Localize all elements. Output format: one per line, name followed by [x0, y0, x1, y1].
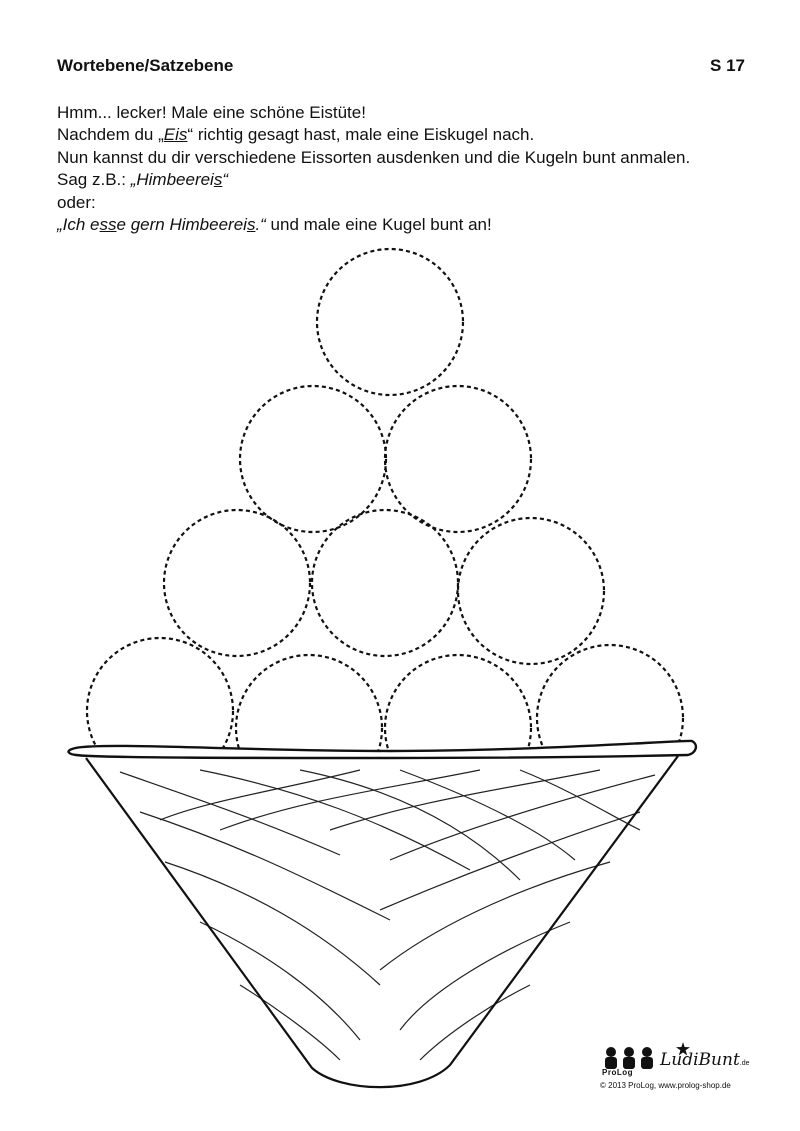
publisher-footer	[596, 1040, 756, 1096]
target-sound: s	[213, 170, 223, 190]
instruction-line-1: Hmm... lecker! Male eine schöne Eistüte!	[57, 103, 366, 122]
example-sentence: „Ich e	[57, 215, 100, 235]
instruction-text: Nachdem du	[57, 125, 159, 145]
target-sound: s	[246, 215, 256, 235]
scoop-outline	[317, 249, 463, 395]
quote-mark: “	[187, 125, 194, 145]
scoop-outline	[240, 386, 386, 532]
ludibunt-logo-text: LudiBunt	[660, 1050, 740, 1070]
prolog-logo-text: ProLog	[602, 1068, 633, 1077]
instruction-text: und male eine Kugel bunt an!	[265, 215, 492, 235]
example-sentence: e gern Himbeerei	[116, 215, 247, 235]
quote-mark: “	[222, 170, 229, 190]
cone-rim	[69, 741, 696, 758]
quote-mark: .“	[255, 215, 266, 235]
instruction-text: Sag z.B.:	[57, 170, 131, 190]
instruction-line-5: oder:	[57, 192, 96, 212]
example-word: „Himbeerei	[130, 170, 214, 190]
target-sound: s	[178, 125, 188, 145]
copyright-text: © 2013 ProLog, www.prolog-shop.de	[600, 1081, 731, 1090]
scoop-outline	[458, 518, 604, 664]
scoop-outline	[164, 510, 310, 656]
quote-mark: „	[158, 125, 164, 145]
page-title: Wortebene/Satzebene	[57, 56, 234, 75]
scoop-outline	[312, 510, 458, 656]
instruction-line-3: Nun kannst du dir verschiedene Eissorten ausdenken und die Kugeln bunt anmalen.	[57, 147, 691, 167]
instruction-text: richtig gesagt hast, male eine Eiskugel nach.	[193, 125, 535, 145]
scoop-outline	[385, 386, 531, 532]
target-word-part: Ei	[163, 125, 179, 145]
target-sound: ss	[99, 215, 117, 235]
ludibunt-logo	[660, 1050, 750, 1070]
page-number: S 17	[710, 56, 745, 75]
ice-cream-scoops	[87, 249, 683, 801]
ludibunt-logo-suffix: .de	[739, 1060, 750, 1067]
prolog-logo-icon	[602, 1046, 662, 1070]
